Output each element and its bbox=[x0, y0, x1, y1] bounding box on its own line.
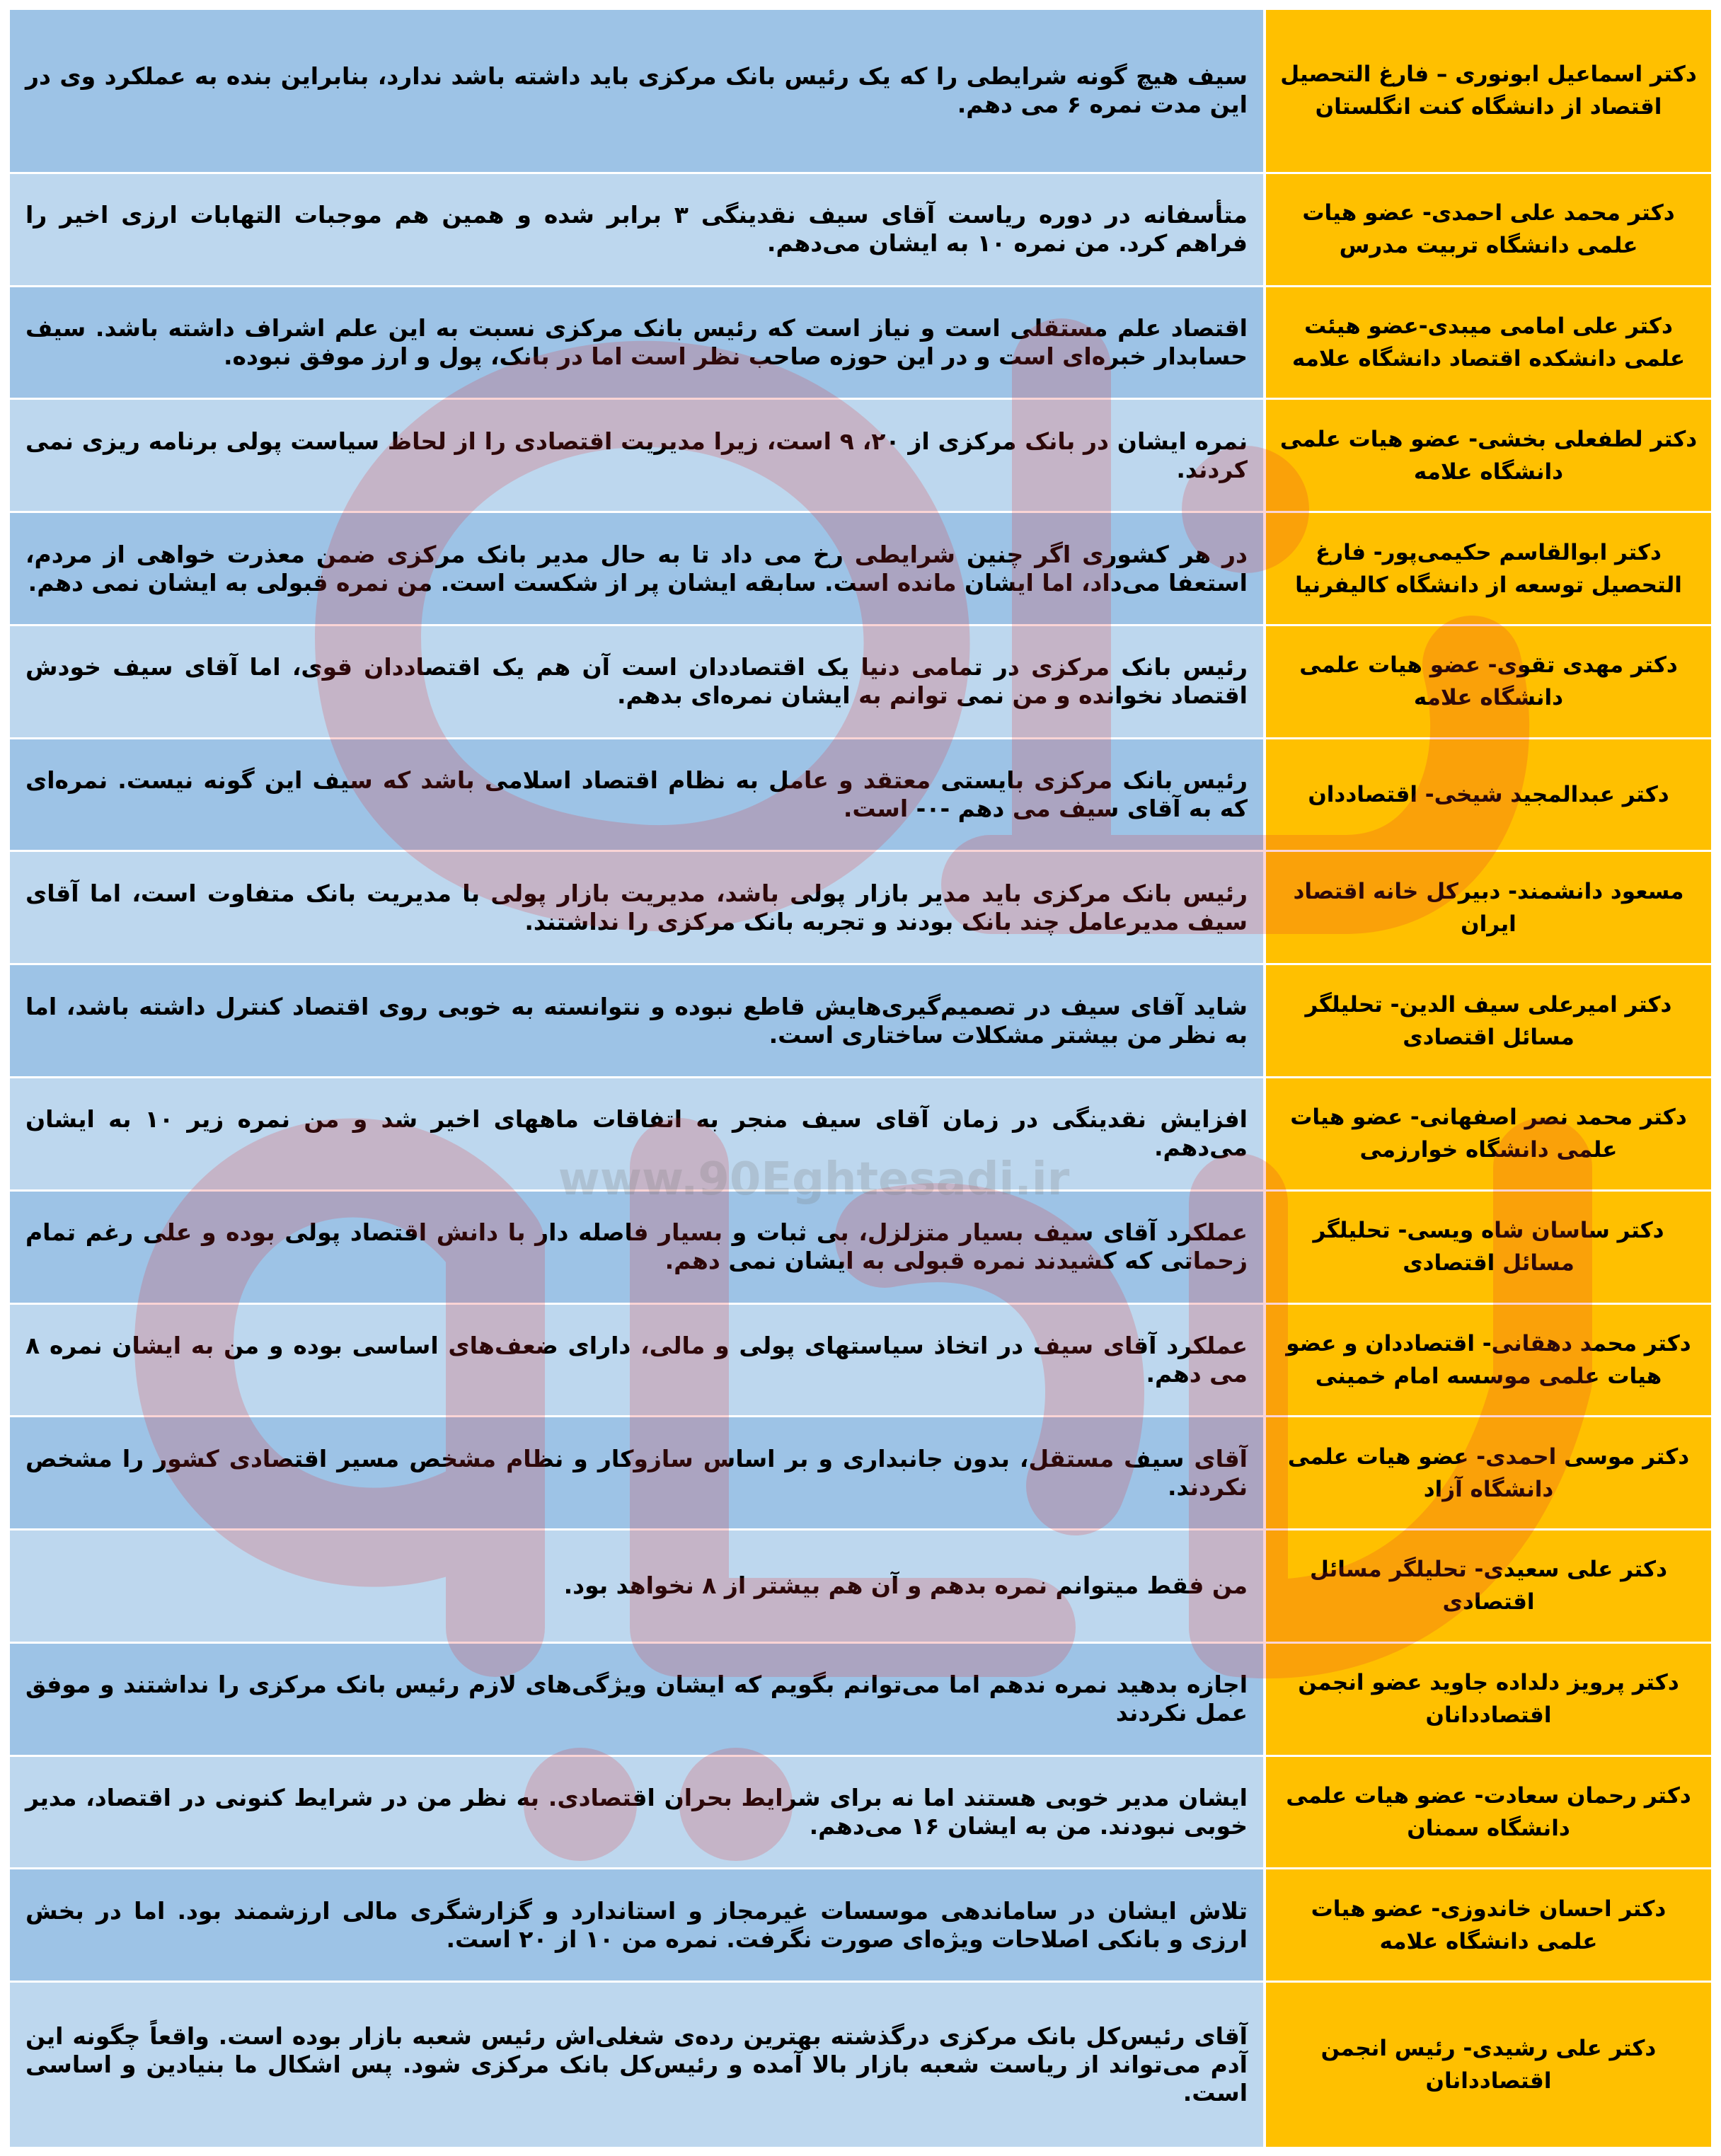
expert-name: دکتر پرویز دلداده جاوید عضو انجمن اقتصاددانان bbox=[1298, 1670, 1679, 1729]
expert-comment-cell bbox=[10, 174, 1263, 285]
expert-name-cell bbox=[1266, 1530, 1711, 1642]
expert-name: دکتر علی سعیدی- تحلیلگر مسائل اقتصادی bbox=[1309, 1557, 1667, 1615]
expert-comment-cell bbox=[10, 1869, 1263, 1981]
table-row bbox=[10, 1757, 1711, 1868]
expert-name-cell bbox=[1266, 1192, 1711, 1303]
table-row bbox=[10, 1530, 1711, 1642]
expert-comment: تلاش ایشان در ساماندهی موسسات غیرمجاز و استاندارد و گزارشگری مالی ارزشمند بود. اما در بخش ارزی و بانکی اصلاحات ویژه‌ای صورت نگرفت. نمره من ۱۰ از ۲۰ است. bbox=[25, 1896, 1248, 1953]
expert-name: دکتر عبدالمجید شیخی- اقتصاددان bbox=[1308, 782, 1669, 808]
expert-name-cell bbox=[1266, 287, 1711, 398]
expert-name-cell bbox=[1266, 400, 1711, 511]
expert-comment-cell bbox=[10, 1417, 1263, 1528]
expert-name: دکتر علی رشیدی- رئیس انجمن اقتصاددانان bbox=[1320, 2036, 1657, 2094]
table-row bbox=[10, 739, 1711, 851]
table-row bbox=[10, 400, 1711, 511]
expert-comment-cell bbox=[10, 1192, 1263, 1303]
expert-comment-cell bbox=[10, 965, 1263, 1076]
expert-name-cell bbox=[1266, 965, 1711, 1076]
expert-name-cell bbox=[1266, 1869, 1711, 1981]
expert-name: دکتر محمد علی احمدی- عضو هیات علمی دانشگاه تربیت مدرس bbox=[1302, 200, 1675, 259]
expert-comment: در هر کشوری اگر چنین شرایطی رخ می داد تا به حال مدیر بانک مرکزی ضمن معذرت خواهی از مردم، استعفا می‌داد، اما ایشان مانده است. سابقه ایشان پر از شکست است. من نمره قبولی به ایشان نمی دهم. bbox=[25, 540, 1248, 596]
expert-comment: رئیس بانک مرکزی بایستی معتقد و عامل به نظام اقتصاد اسلامی باشد که سیف این گونه نیست. نمره‌ای که به آقای سیف می دهم -۰- است. bbox=[25, 766, 1248, 823]
expert-name: دکتر ساسان شاه ویسی- تحلیلگر مسائل اقتصادی bbox=[1313, 1218, 1664, 1276]
expert-name-cell bbox=[1266, 1757, 1711, 1868]
expert-comment: سیف هیچ گونه شرایطی را که یک رئیس بانک مرکزی باید داشته باشد ندارد، بنابراین بنده به عملکرد وی در این مدت نمره ۶ می دهم. bbox=[25, 62, 1248, 119]
table-row bbox=[10, 1644, 1711, 1755]
expert-name-cell bbox=[1266, 513, 1711, 624]
expert-comment: آقای سیف مستقل، بدون جانبداری و بر اساس سازوکار و نظام مشخص مسیر اقتصادی کشور را مشخص نکردند. bbox=[25, 1444, 1248, 1501]
table-row bbox=[10, 10, 1711, 172]
table-row bbox=[10, 174, 1711, 285]
expert-name: دکتر محمد دهقانی- اقتصاددان و عضو هیات علمی موسسه امام خمینی bbox=[1286, 1330, 1691, 1389]
expert-name: دکتر موسی احمدی- عضو هیات علمی دانشگاه آزاد bbox=[1287, 1443, 1690, 1502]
expert-name: دکتر ابوالقاسم حکیمی‌پور- فارغ التحصیل توسعه از دانشگاه کالیفرنیا bbox=[1295, 539, 1682, 598]
table-row bbox=[10, 1983, 1711, 2147]
expert-name: دکتر امیرعلی سیف الدین- تحلیلگر مسائل اقتصادی bbox=[1305, 991, 1672, 1050]
expert-name-cell bbox=[1266, 1305, 1711, 1416]
expert-name-cell bbox=[1266, 1983, 1711, 2147]
expert-comment-cell bbox=[10, 626, 1263, 737]
table-row bbox=[10, 1305, 1711, 1416]
expert-comment: افزایش نقدینگی در زمان آقای سیف منجر به اتفاقات ماههای اخیر شد و من نمره زیر ۱۰ به ایشان می‌دهم. bbox=[25, 1105, 1248, 1162]
expert-name-cell bbox=[1266, 10, 1711, 172]
expert-comment-cell bbox=[10, 739, 1263, 851]
expert-name: دکتر احسان خاندوزی- عضو هیات علمی دانشگاه علامه bbox=[1311, 1896, 1667, 1954]
table-row bbox=[10, 965, 1711, 1076]
expert-comment: عملکرد آقای سیف در اتخاذ سیاستهای پولی و مالی، دارای ضعف‌های اساسی بوده و من به ایشان نمره ۸ می دهم. bbox=[25, 1331, 1248, 1388]
expert-comment: آقای رئیس‌کل بانک مرکزی درگذشته بهترین رده‌ی شغلی‌اش رئیس شعبه بازار بوده است. واقعاً چگونه این آدم می‌تواند از ریاست شعبه بازار بالا آمده و رئیس‌کل بانک مرکزی شود. پس اشکال ما بنیادین و اساسی است. bbox=[25, 2022, 1248, 2107]
expert-name-cell bbox=[1266, 852, 1711, 963]
expert-comment-cell bbox=[10, 1305, 1263, 1416]
expert-comment-cell bbox=[10, 400, 1263, 511]
expert-name-cell bbox=[1266, 174, 1711, 285]
table-row bbox=[10, 852, 1711, 963]
expert-name: دکتر مهدی تقوی- عضو هیات علمی دانشگاه علامه bbox=[1299, 652, 1678, 711]
table-row bbox=[10, 1192, 1711, 1303]
expert-name-cell bbox=[1266, 1644, 1711, 1755]
expert-comment: اجازه بدهید نمره ندهم اما می‌توانم بگویم که ایشان ویژگی‌های لازم رئیس بانک مرکزی را نداشتند و موفق عمل نکردند bbox=[25, 1671, 1248, 1727]
expert-name: مسعود دانشمند- دبیرکل خانه اقتصاد ایران bbox=[1293, 878, 1684, 937]
expert-comment: ایشان مدیر خوبی هستند اما نه برای شرایط بحران اقتصادی. به نظر من در شرایط کنونی در اقتصاد، مدیر خوبی نبودند. من به ایشان ۱۶ می‌دهم. bbox=[25, 1783, 1248, 1840]
expert-name-cell bbox=[1266, 739, 1711, 851]
expert-name: دکتر علی امامی میبدی-عضو هیئت علمی دانشکده اقتصاد دانشگاه علامه bbox=[1291, 313, 1686, 371]
expert-comment: عملکرد آقای سیف بسیار متزلزل، بی ثبات و بسیار فاصله دار با دانش اقتصاد پولی بوده و علی رغم تمام زحماتی که کشیدند نمره قبولی به ایشان نمی دهم. bbox=[25, 1218, 1248, 1275]
expert-comment-cell bbox=[10, 1983, 1263, 2147]
expert-comment: نمره ایشان در بانک مرکزی از ۲۰، ۹ است، زیرا مدیریت اقتصادی را از لحاظ سیاست پولی برنامه ریزی نمی کردند. bbox=[25, 427, 1248, 483]
expert-name-cell bbox=[1266, 1417, 1711, 1528]
expert-comment: شاید آقای سیف در تصمیم‌گیری‌هایش قاطع نبوده و نتوانسته به خوبی روی اقتصاد کنترل داشته باشد، اما به نظر من بیشتر مشکلات ساختاری است. bbox=[25, 992, 1248, 1049]
expert-comment: رئیس بانک مرکزی در تمامی دنیا یک اقتصاددان است آن هم یک اقتصاددان قوی، اما آقای سیف خودش اقتصاد نخوانده و من نمی توانم به ایشان نمره‌ای بدهم. bbox=[25, 653, 1248, 710]
expert-name: دکتر لطفعلی بخشی- عضو هیات علمی دانشگاه علامه bbox=[1279, 426, 1698, 485]
expert-name: دکتر محمد نصر اصفهانی- عضو هیات علمی دانشگاه خوارزمی bbox=[1290, 1105, 1687, 1163]
table-row bbox=[10, 287, 1711, 398]
expert-name: دکتر رحمان سعادت- عضو هیات علمی دانشگاه سمنان bbox=[1286, 1782, 1691, 1841]
opinions-table bbox=[10, 10, 1711, 2147]
table-row bbox=[10, 626, 1711, 737]
expert-comment-cell bbox=[10, 1530, 1263, 1642]
expert-comment-cell bbox=[10, 1644, 1263, 1755]
expert-comment-cell bbox=[10, 852, 1263, 963]
expert-comment: اقتصاد علم مستقلی است و نیاز است که رئیس بانک مرکزی نسبت به این علم اشراف داشته باشد. سیف حسابدار خبره‌ای است و در این حوزه صاحب نظر است اما در بانک، پول و ارز موفق نبوده. bbox=[25, 314, 1248, 370]
expert-comment-cell bbox=[10, 10, 1263, 172]
expert-comment-cell bbox=[10, 287, 1263, 398]
expert-name-cell bbox=[1266, 1078, 1711, 1189]
watermark-url: www.90Eghtesadi.ir bbox=[558, 1153, 1070, 1206]
table-row bbox=[10, 513, 1711, 624]
expert-comment: متأسفانه در دوره ریاست آقای سیف نقدینگی ۳ برابر شده و همین هم موجبات التهابات ارزی اخیر را فراهم کرد. من نمره ۱۰ به ایشان می‌دهم. bbox=[25, 201, 1248, 258]
expert-comment: من فقط میتوانم نمره بدهم و آن هم بیشتر از ۸ نخواهد بود. bbox=[563, 1572, 1248, 1600]
expert-name-cell bbox=[1266, 626, 1711, 737]
expert-comment-cell bbox=[10, 513, 1263, 624]
expert-comment: رئیس بانک مرکزی باید مدیر بازار پولی باشد، مدیریت بازار پولی با مدیریت بانک متفاوت است، اما آقای سیف مدیرعامل چند بانک بودند و تجربه بانک مرکزی را نداشتند. bbox=[25, 879, 1248, 935]
expert-comment-cell bbox=[10, 1757, 1263, 1868]
table-row bbox=[10, 1417, 1711, 1528]
expert-name: دکتر اسماعیل ابونوری – فارغ التحصیل اقتصاد از دانشگاه کنت انگلستان bbox=[1280, 62, 1697, 120]
table-row bbox=[10, 1869, 1711, 1981]
